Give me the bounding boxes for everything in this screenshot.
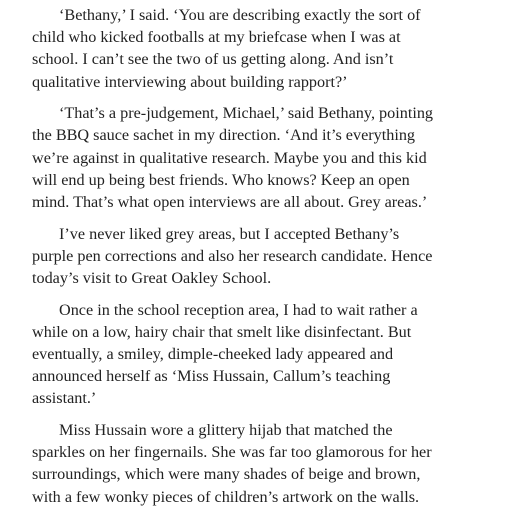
text-line: today’s visit to Great Oakley School. [32,269,272,288]
text-line: school. I can’t see the two of us getting along. And isn’t [32,50,394,69]
text-line: qualitative interviewing about building rapport?’ [32,72,348,91]
paragraph-2 [32,102,512,213]
text-line: ‘That’s a pre-judgement, Michael,’ said Bethany, pointing [59,104,434,123]
text-line: purple pen corrections and also her research candidate. Hence [32,246,433,265]
paragraph-4 [32,299,512,410]
text-line: sparkles on her fingernails. She was far too glamorous for her [32,443,432,462]
text-line: Once in the school reception area, I had to wait rather a [59,300,418,319]
text-line: child who kicked footballs at my briefcase when I was at [32,28,401,47]
text-line: I’ve never liked grey areas, but I accepted Bethany’s [59,224,400,243]
text-line: we’re against in qualitative research. Maybe you and this kid [32,148,427,167]
text-line: with a few wonky pieces of children’s artwork on the walls. [32,487,420,506]
text-line: ‘Bethany,’ I said. ‘You are describing exactly the sort of [59,6,421,24]
text-line: while on a low, hairy chair that smelt like disinfectant. But [32,322,412,341]
paragraph-5 [32,419,512,508]
text-line: will end up being best friends. Who knows? Keep an open [32,170,410,189]
text-line: eventually, a smiley, dimple-cheeked lady appeared and [32,345,394,364]
paragraph-1 [32,4,512,93]
text-line: announced herself as ‘Miss Hussain, Callum’s teaching [32,367,391,386]
text-line: the BBQ sauce sachet in my direction. ‘And it’s everything [32,126,416,145]
text-line: mind. That’s what open interviews are all about. Grey areas.’ [32,193,428,212]
text-line: Miss Hussain wore a glittery hijab that matched the [59,421,393,440]
text-line: surroundings, which were many shades of beige and brown, [32,465,421,484]
paragraph-3 [32,223,512,290]
text-line: assistant.’ [32,389,97,408]
